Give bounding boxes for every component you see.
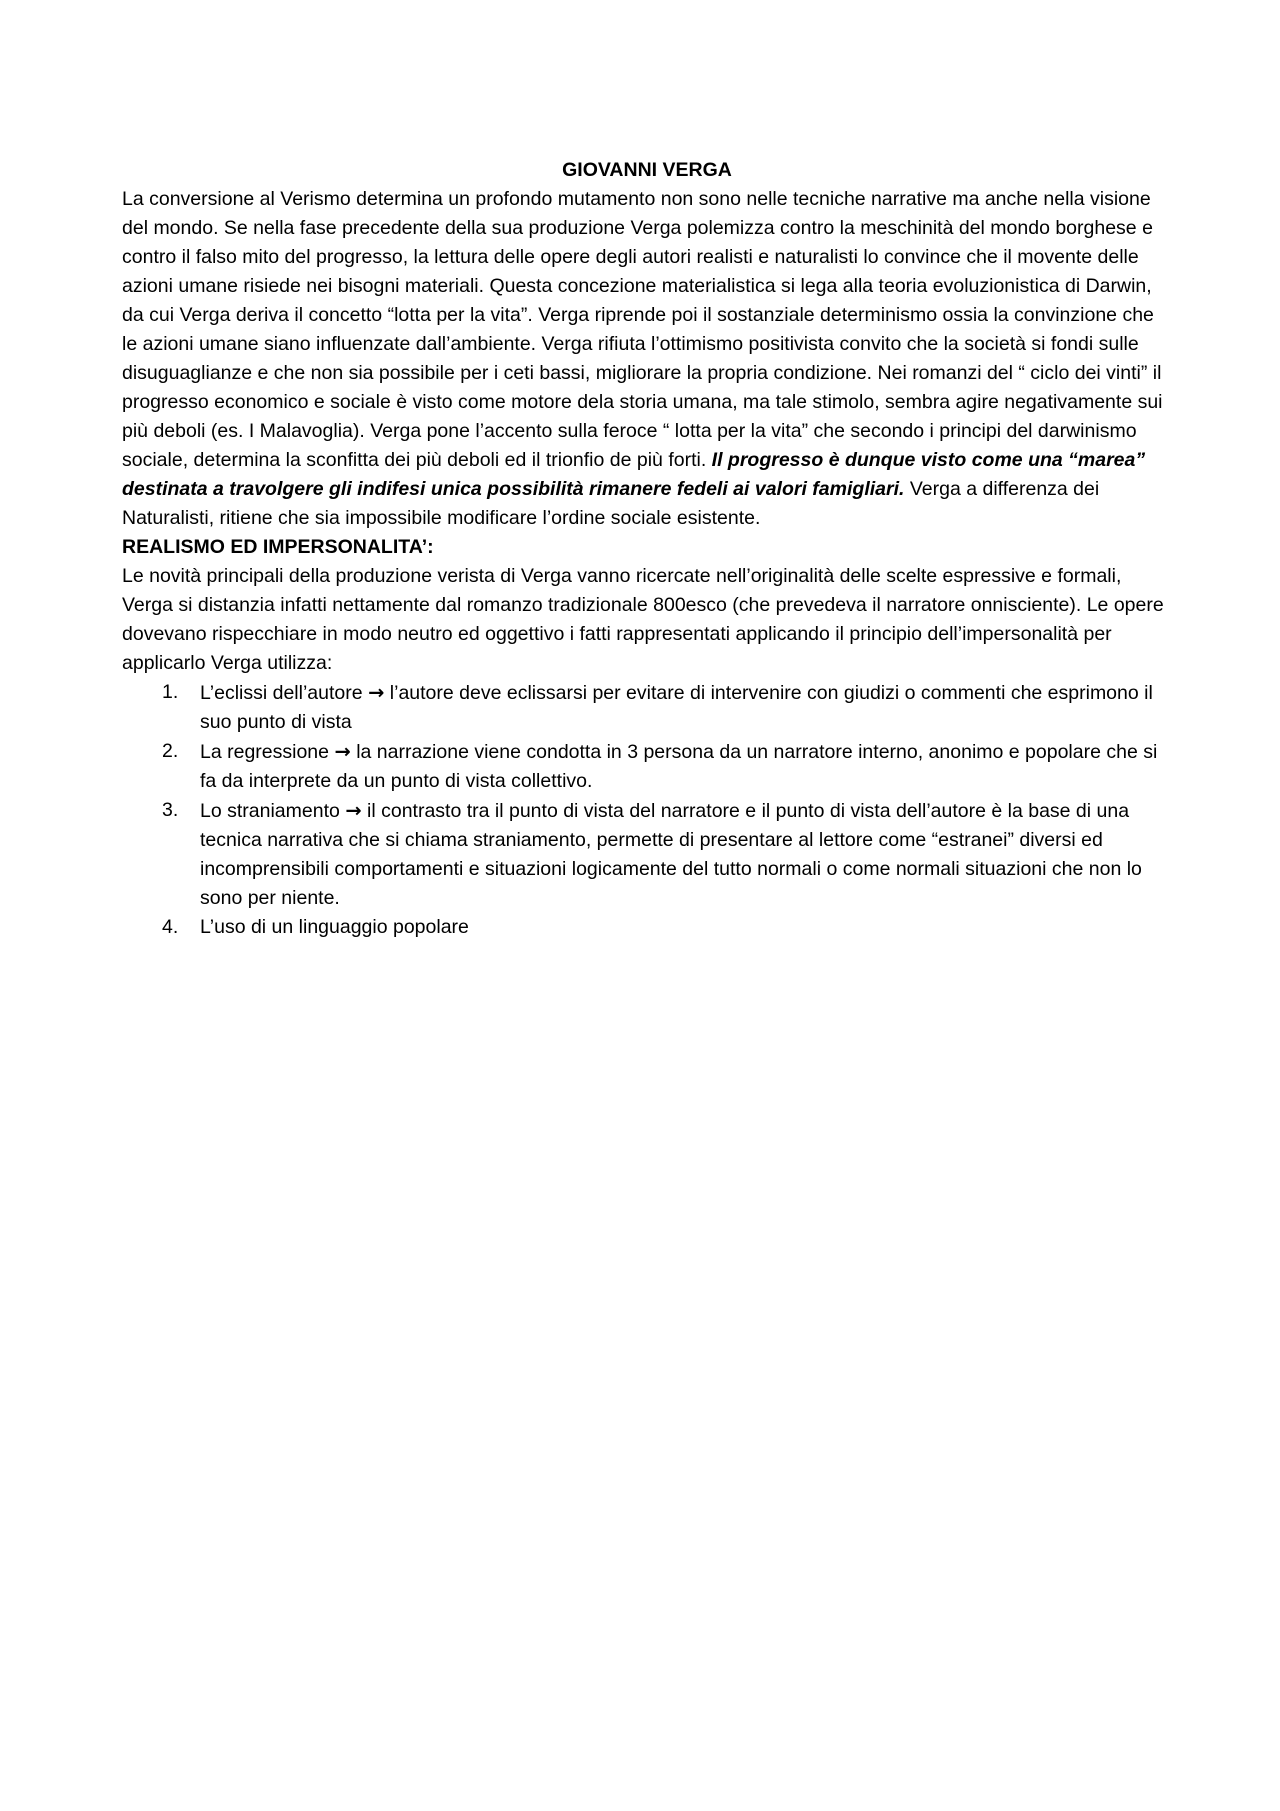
arrow-right-icon: →	[334, 740, 351, 763]
list-item-number: 4.	[162, 916, 179, 938]
list-item-description: l’autore deve eclissarsi per evitare di intervenire con giudizi o commenti che esprimono il suo punto di vista	[200, 682, 1153, 733]
list-item	[122, 678, 1172, 737]
list-item-term: L’eclissi dell’autore	[200, 682, 363, 704]
list-item-description: la narrazione viene condotta in 3 persona da un narratore interno, anonimo e popolare che si fa da interprete da un punto di vista collettivo.	[200, 741, 1158, 792]
list-item-description: il contrasto tra il punto di vista del narratore e il punto di vista dell’autore è la base di una tecnica narrativa che si chiama straniamento, permette di presentare al lettore come “estranei” diversi ed incomprensibili comportamenti e situazioni logicamente del tutto normali o come normali situazioni che non lo sono per niente.	[200, 800, 1142, 909]
section-intro-paragraph: Le novità principali della produzione verista di Verga vanno ricercate nell’originalità delle scelte espressive e formali, Verga si distanzia infatti nettamente dal romanzo tradizionale 800esco (che prevedeva il narratore onnisciente). Le opere dovevano rispecchiare in modo neutro ed oggettivo i fatti rappresentati applicando il principio dell’impersonalità per applicarlo Verga utilizza:	[122, 565, 1164, 674]
list-item-number: 1.	[162, 681, 179, 703]
numbered-list	[122, 678, 1172, 942]
document-page	[122, 156, 1172, 942]
list-item	[122, 913, 1172, 942]
list-item-term: L’uso di un linguaggio popolare	[200, 916, 469, 938]
list-item	[122, 737, 1172, 796]
document-title: GIOVANNI VERGA	[562, 159, 732, 181]
arrow-right-icon: →	[368, 681, 385, 704]
list-item-number: 2.	[162, 740, 179, 762]
intro-text-after-bold: Verga a differenza dei Naturalisti, ritiene che sia impossibile modificare l’ordine sociale esistente.	[122, 478, 1100, 529]
arrow-right-icon: →	[345, 799, 362, 822]
intro-paragraph	[122, 185, 1172, 533]
list-item	[122, 796, 1172, 913]
intro-text-before-bold: La conversione al Verismo determina un profondo mutamento non sono nelle tecniche narrative ma anche nella visione del mondo. Se nella fase precedente della sua produzione Verga polemizza contro la meschinità del mondo borghese e contro il falso mito del progresso, la lettura delle opere degli autori realisti e naturalisti lo convince che il movente delle azioni umane risiede nei bisogni materiali. Questa concezione materialistica si lega alla teoria evoluzionistica di Darwin, da cui Verga deriva il concetto “lotta per la vita”. Verga riprende poi il sostanziale determinismo ossia la convinzione che le azioni umane siano influenzate dall’ambiente. Verga rifiuta l’ottimismo positivista convito che la società si fondi sulle disuguaglianze e che non sia possibile per i ceti bassi, migliorare la propria condizione. Nei romanzi del “ ciclo dei vinti” il progresso economico e sociale è visto come motore dela storia umana, ma tale stimolo, sembra agire negativamente sui più deboli (es. I Malavoglia). Verga pone l’accento sulla feroce “ lotta per la vita” che secondo i principi del darwinismo sociale, determina la sconfitta dei più deboli ed il trionfio de più forti.	[122, 188, 1163, 471]
list-item-number: 3.	[162, 799, 179, 821]
list-item-term: Lo straniamento	[200, 800, 340, 822]
section-heading: REALISMO ED IMPERSONALITA’:	[122, 536, 434, 558]
intro-bold-italic-sentence: Il progresso è dunque visto come una “marea” destinata a travolgere gli indifesi unica possibilità rimanere fedeli ai valori famigliari.	[122, 449, 1146, 500]
list-item-term: La regressione	[200, 741, 329, 763]
